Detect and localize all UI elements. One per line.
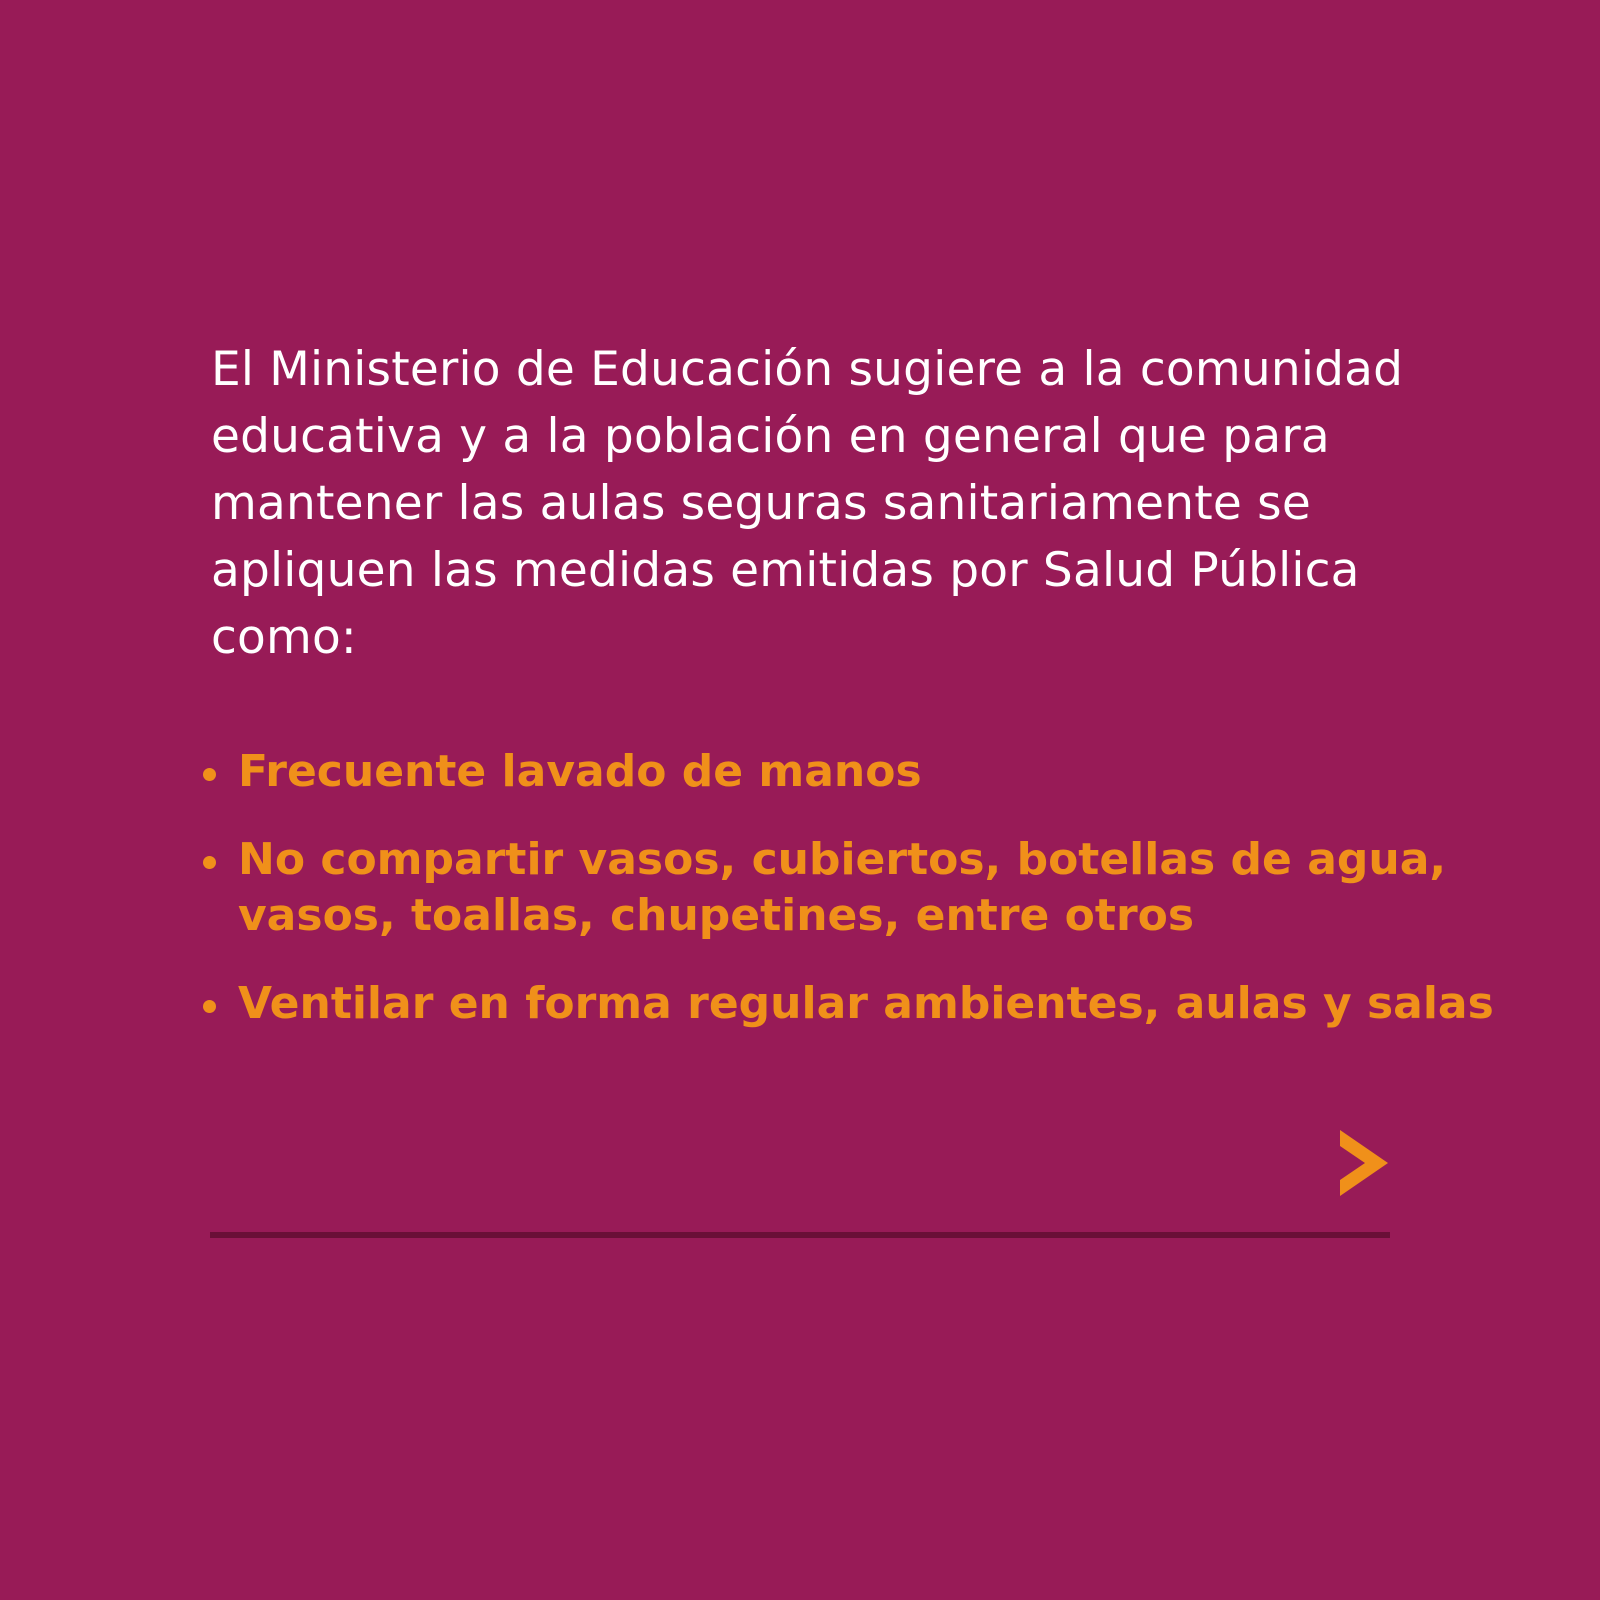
next-slide-button[interactable] (1340, 1130, 1388, 1196)
list-item (200, 976, 1494, 1032)
list-item (200, 744, 1400, 800)
bullet-dot-icon (203, 1000, 216, 1013)
bullet-dot-icon (203, 768, 216, 781)
divider (210, 1232, 1390, 1238)
intro-line: como: (211, 610, 357, 665)
list-item-text: vasos, toallas, chupetines, entre otros (238, 890, 1195, 941)
chevron-right-icon (1340, 1130, 1388, 1196)
intro-line: mantener las aulas seguras sanitariamente se (211, 476, 1311, 531)
measures-list (200, 744, 1494, 1064)
list-item-text: Frecuente lavado de manos (238, 746, 922, 797)
list-item-text: No compartir vasos, cubiertos, botellas de agua, (238, 834, 1447, 885)
list-item (200, 832, 1447, 944)
intro-line: educativa y a la población en general que para (211, 409, 1330, 464)
bullet-dot-icon (203, 856, 216, 869)
intro-line: El Ministerio de Educación sugiere a la comunidad (211, 342, 1404, 397)
list-item-text: Ventilar en forma regular ambientes, aulas y salas (238, 978, 1494, 1029)
intro-line: apliquen las medidas emitidas por Salud Pública (211, 543, 1360, 598)
intro-paragraph (211, 336, 1404, 671)
